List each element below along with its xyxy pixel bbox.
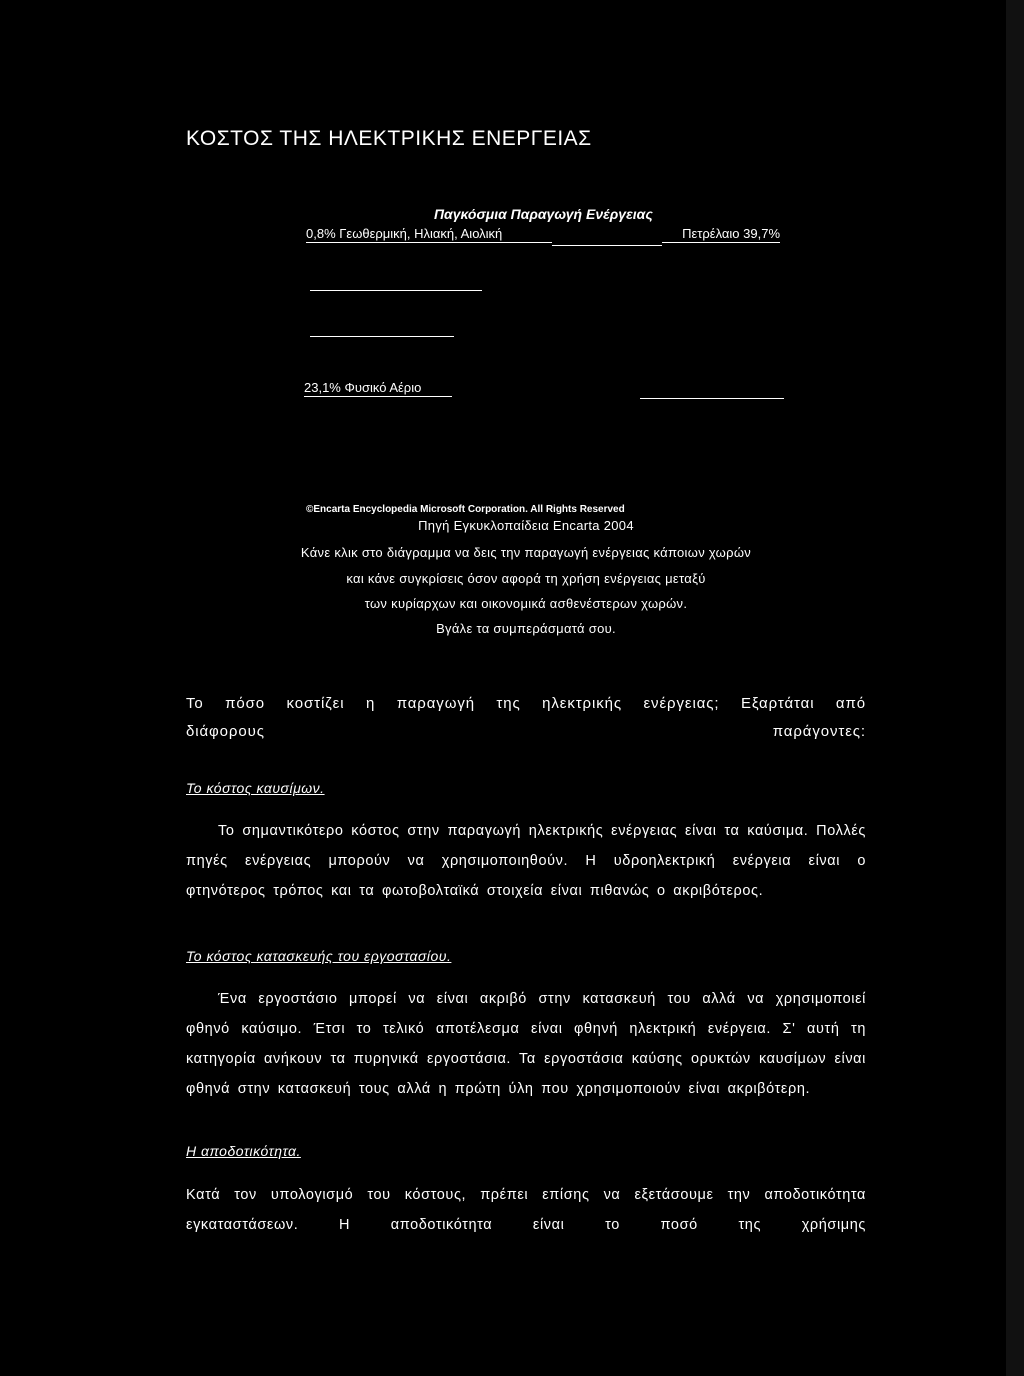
leader-line xyxy=(310,290,482,291)
intro-paragraph: Το πόσο κοστίζει η παραγωγή της ηλεκτρικής ενέργειας; Εξαρτάται από διάφορους παράγοντες: xyxy=(186,695,866,740)
instruction-line: των κυρίαρχων και οικονομικά ασθενέστερων χωρών. xyxy=(364,596,688,611)
section-heading: Το κόστος κατασκευής του εργοστασίου. xyxy=(186,948,452,964)
instruction-line: και κάνε συγκρίσεις όσον αφορά τη χρήση ενέργειας μεταξύ xyxy=(346,571,706,586)
source-line: Πηγή Εγκυκλοπαίδεια Encarta 2004 xyxy=(418,518,634,533)
page-title: ΚΟΣΤΟΣ ΤΗΣ ΗΛΕΚΤΡΙΚΗΣ ΕΝΕΡΓΕΙΑΣ xyxy=(186,127,592,150)
leader-line xyxy=(552,245,662,246)
label-geothermal: 0,8% Γεωθερμική, Ηλιακή, Αιολική xyxy=(306,226,552,243)
instruction-line: Βγάλε τα συμπεράσματά σου. xyxy=(436,621,616,636)
leader-line xyxy=(640,398,784,399)
section-text: Ένα εργοστάσιο μπορεί να είναι ακριβό στην κατασκευή του αλλά να χρησιμοποιεί φθηνό καύσιμο. Έτσι το τελικό αποτέλεσμα είναι φθηνή ηλεκτρική ενέργεια. Σ' αυτή τη κατηγορία ανήκουν τα πυρηνικά εργοστάσια. Τα εργοστάσια καύσης ορυκτών καυσίμων είναι φθηνά στην κατασκευή τους αλλά η πρώτη ύλη που χρησιμοποιούν είναι ακριβότερη. xyxy=(186,991,866,1097)
copyright-credit: ©Encarta Encyclopedia Microsoft Corporation. All Rights Reserved xyxy=(306,504,625,515)
instruction-line: Κάνε κλικ στο διάγραμμα να δεις την παραγωγή ενέργειας κάποιων χωρών xyxy=(300,545,752,560)
section-text: Το σημαντικότερο κόστος στην παραγωγή ηλεκτρικής ενέργειας είναι τα καύσιμα. Πολλές πηγές ενέργειας μπορούν να χρησιμοποιηθούν. Η υδροηλεκτρική ενέργεια είναι ο φτηνότερος τρόπος και τα φωτοβολταϊκά στοιχεία είναι πιθανώς ο ακριβότερος. xyxy=(186,823,866,899)
chart-title: Παγκόσμια Παραγωγή Ενέργειας xyxy=(434,206,653,222)
section-heading: Το κόστος καυσίμων. xyxy=(186,780,325,796)
scan-edge xyxy=(1006,0,1024,1376)
section-text: Κατά τον υπολογισμό του κόστους, πρέπει επίσης να εξετάσουμε την αποδοτικότητα εγκαταστάσεων. Η αποδοτικότητα είναι το ποσό της χρήσιμης xyxy=(186,1187,866,1233)
leader-line xyxy=(310,336,454,337)
label-oil: Πετρέλαιο 39,7% xyxy=(662,226,780,243)
label-gas: 23,1% Φυσικό Αέριο xyxy=(304,380,452,397)
section-heading: Η αποδοτικότητα. xyxy=(186,1143,301,1159)
